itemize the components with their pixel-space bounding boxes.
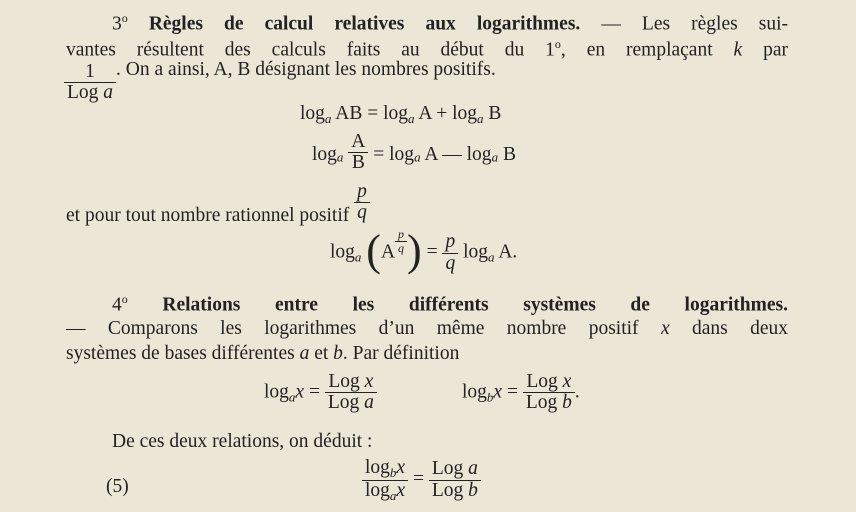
formula-definition-a: $\log_ax$ = $\frac{\text{Log x}}{\text{Log a}}$: [264, 372, 377, 414]
section-4-line-2: — Comparons les logarithmes d’un même nombre positif x dans deux: [66, 318, 788, 339]
section-3-line-3: $\frac{1}{\text{Log a}}$ . On a ainsi, A, B désignant les nombres positifs.: [64, 62, 496, 104]
formula-log-product: $\log_a$ AB = $\log_a A + \log_a B$: [300, 103, 502, 126]
section-4-title: Relations entre les différents systèmes de logarithmes.: [162, 294, 788, 316]
formula-5: $\frac{\log_bx}{\log_ax}$ = $\frac{\text{Log a}}{\text{Log b}}$: [362, 458, 481, 502]
section-3-line-2: vantes résultent des calculs faits au début du 1$^o$, en remplaçant k par: [66, 37, 788, 61]
equation-number-5: (5): [106, 476, 129, 497]
section-4-line-3: systèmes de bases différentes a et b. Par définition: [66, 343, 460, 364]
section-3-line-4: et pour tout nombre rationnel positif $\frac{p}{q}$: [66, 182, 370, 224]
formula-definition-b: $\log_bx$ = $\frac{\text{Log x}}{\text{Log b}}$ .: [462, 371, 580, 414]
section-3-title: Règles de calcul relatives aux logarithmes.: [148, 13, 581, 35]
formula-log-power: $\log_a (A$ $\frac{p}{q}$ ) = $\frac{p}{q}$ $\log_a A$.: [330, 226, 518, 276]
formula-log-quotient: $\log_a$ $\frac{A}{B}$ = $\log_a A$ — $\log_a B$: [312, 131, 516, 174]
section-3-line-1: 3$^o$ Règles de calcul relatives aux logarithmes. — Les règles sui-: [112, 11, 789, 35]
section-4-line-4: De ces deux relations, on déduit :: [112, 431, 373, 452]
fraction-p-over-q: $\frac{p}{q}$: [354, 182, 370, 224]
fraction-one-over-log-a: $\frac{1}{\text{Log a}}$: [64, 62, 116, 104]
section-4-line-1: 4$^o$ Relations entre les différents systèmes de logarithmes.: [112, 292, 788, 316]
